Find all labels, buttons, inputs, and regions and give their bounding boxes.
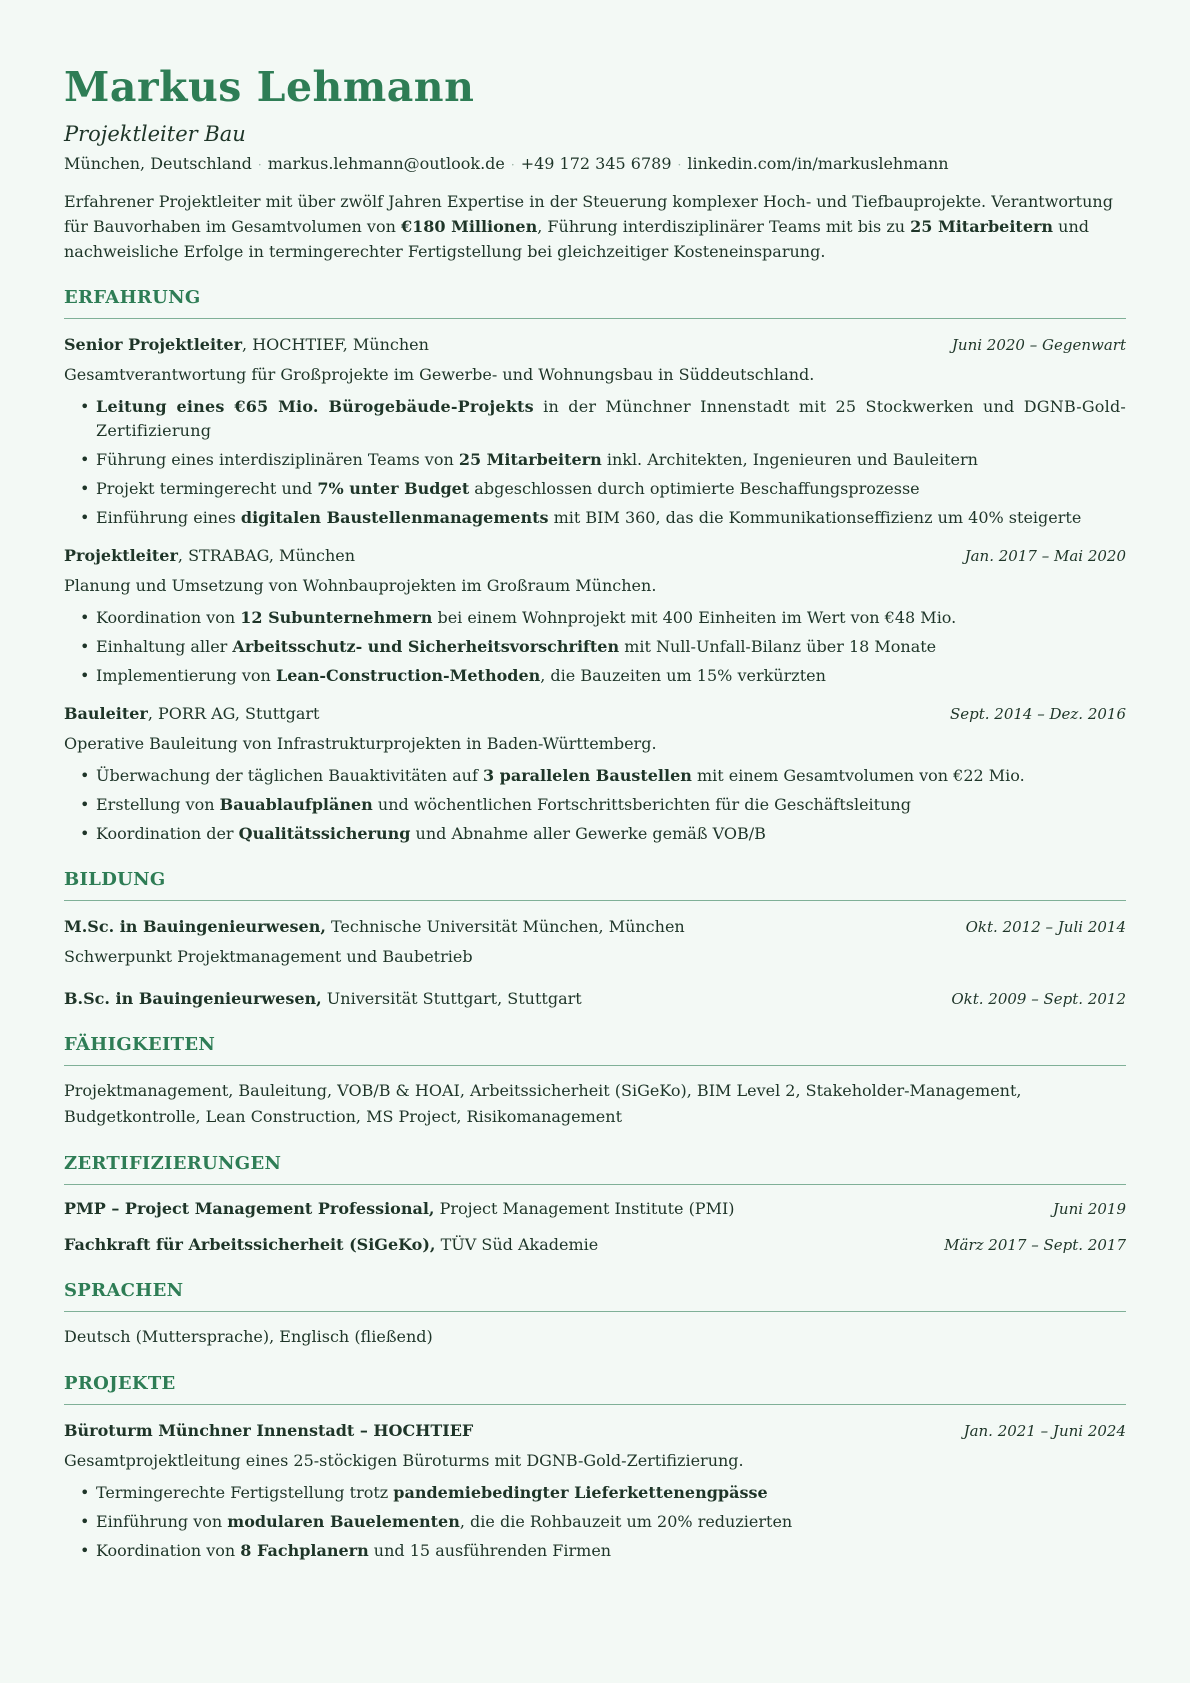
section-experience [64, 286, 1126, 846]
bullet-item [96, 793, 1126, 817]
contact-linkedin[interactable]: linkedin.com/in/markuslehmann [687, 154, 949, 173]
text-run: Koordination der [96, 824, 239, 843]
experience-entry [64, 702, 1126, 846]
contact-line [64, 152, 1126, 177]
text-run: Einführung von [96, 1512, 228, 1531]
bullet-item [96, 606, 1126, 630]
text-run: Projekt termingerecht und [96, 479, 318, 498]
text-run: Termingerechte Fertigstellung trotz [96, 1483, 394, 1502]
candidate-name: Markus Lehmann [64, 63, 475, 111]
emphasis-text: Lean-Construction-Methoden [275, 666, 541, 685]
bullet-item [96, 635, 1126, 659]
contact-location: München, Deutschland [64, 154, 252, 173]
text-run: und wöchentlichen Fortschrittsberichten für die Geschäftsleitung [372, 795, 911, 814]
contact-email[interactable]: markus.lehmann@outlook.de [267, 154, 505, 173]
text-run: und Abnahme aller Gewerke gemäß VOB/B [410, 824, 766, 843]
section-heading: FÄHIGKEITEN [64, 1033, 1126, 1066]
degree: B.Sc. in Bauingenieurwesen, [64, 989, 322, 1008]
bullet-item [96, 1539, 1126, 1563]
organization: , PORR AG, Stuttgart [147, 704, 320, 723]
text-run: Einführung eines [96, 508, 241, 527]
text-run: Erstellung von [96, 795, 220, 814]
emphasis-text: 25 Mitarbeitern [458, 450, 602, 469]
text-run: in der Münchner Innenstadt mit 25 Stockwerken und DGNB-Gold-Zertifizierung [96, 397, 1126, 440]
section-heading: ZERTIFIZIERUNGEN [64, 1152, 1126, 1185]
summary [64, 189, 1126, 264]
project-title: Büroturm Münchner Innenstadt – HOCHTIEF [64, 1421, 474, 1440]
text-run: Koordination von [96, 1541, 241, 1560]
section-certifications [64, 1152, 1126, 1257]
section-education [64, 868, 1126, 1011]
bullet-item [96, 395, 1126, 443]
date-range: März 2017 – Sept. 2017 [944, 1236, 1126, 1254]
job-title: Projektleiter Bau [64, 122, 246, 146]
emphasis-text: 12 Subunternehmern [240, 608, 433, 627]
section-heading: SPRACHEN [64, 1279, 1126, 1312]
certification-name: PMP – Project Management Professional, [64, 1199, 435, 1218]
entry-description: Gesamtprojektleitung eines 25-stöckigen Büroturms mit DGNB-Gold-Zertifizierung. [64, 1451, 744, 1470]
date-range: Juni 2020 – Gegenwart [951, 336, 1126, 354]
section-heading: ERFAHRUNG [64, 286, 1126, 319]
emphasis-text: 8 Fachplanern [240, 1541, 369, 1560]
text-run: Implementierung von [96, 666, 276, 685]
date-range: Jan. 2017 – Mai 2020 [964, 547, 1126, 565]
organization: , HOCHTIEF, München [242, 335, 429, 354]
project-entry [64, 1419, 1126, 1563]
emphasis-text: Leitung eines €65 Mio. Bürogebäude-Projekts [96, 397, 534, 416]
text-run: und 15 ausführenden Firmen [368, 1541, 612, 1560]
issuer: TÜV Süd Akademie [435, 1235, 599, 1254]
text-run: Führung eines interdisziplinären Teams von [96, 450, 459, 469]
entry-description: Operative Bauleitung von Infrastrukturprojekten in Baden-Württemberg. [64, 734, 657, 753]
date-range: Sept. 2014 – Dez. 2016 [949, 705, 1126, 723]
role: Bauleiter [64, 704, 148, 723]
section-skills [64, 1033, 1126, 1130]
bullet-item [96, 1510, 1126, 1534]
bullet-item [96, 822, 1126, 846]
section-languages [64, 1279, 1126, 1350]
text-run: , Führung interdisziplinärer Teams mit bis zu [537, 217, 911, 236]
bullet-list [64, 606, 1126, 688]
entry-description: Planung und Umsetzung von Wohnbauprojekten im Großraum München. [64, 576, 657, 595]
bullet-item [96, 477, 1126, 501]
text-run: , die die Rohbauzeit um 20% reduzierten [459, 1512, 793, 1531]
emphasis-text: Qualitätssicherung [238, 824, 411, 843]
issuer: Project Management Institute (PMI) [434, 1199, 735, 1218]
education-entry [64, 915, 1126, 969]
school: Technische Universität München, München [325, 917, 685, 936]
entry-description: Gesamtverantwortung für Großprojekte im Gewerbe- und Wohnungsbau in Süddeutschland. [64, 365, 815, 384]
role: Projektleiter [64, 546, 178, 565]
section-heading: PROJEKTE [64, 1372, 1126, 1405]
certification-entry [64, 1197, 1126, 1221]
emphasis-text: Arbeitsschutz- und Sicherheitsvorschriften [232, 637, 620, 656]
role: Senior Projektleiter [64, 335, 243, 354]
organization: , STRABAG, München [177, 546, 356, 565]
emphasis-text: 7% unter Budget [317, 479, 470, 498]
separator: · [257, 158, 262, 172]
text-run: Einhaltung aller [96, 637, 233, 656]
entry-description: Schwerpunkt Projektmanagement und Baubetrieb [64, 947, 473, 966]
bullet-item [96, 506, 1126, 530]
bullet-item [96, 764, 1126, 788]
text-run: Erfahrener Projektleiter mit über zwölf Jahren Expertise in der Steuerung komplexer Hoch- und Tiefbauprojekte. Verantwortung für Bauvorhaben im Gesamtvolumen von [64, 192, 1113, 236]
emphasis-text: pandemiebedingter Lieferkettenengpässe [393, 1483, 768, 1502]
emphasis-text: 3 parallelen Baustellen [482, 766, 692, 785]
contact-phone[interactable]: +49 172 345 6789 [520, 154, 672, 173]
text-run: Koordination von [96, 608, 241, 627]
text-run: , die Bauzeiten um 15% verkürzten [540, 666, 826, 685]
degree: M.Sc. in Bauingenieurwesen, [64, 917, 326, 936]
section-projects [64, 1372, 1126, 1563]
date-range: Okt. 2009 – Sept. 2012 [951, 990, 1126, 1008]
text-run: bei einem Wohnprojekt mit 400 Einheiten im Wert von €48 Mio. [432, 608, 957, 627]
emphasis-text: 25 Mitarbeitern [910, 217, 1054, 236]
text-run: Überwachung der täglichen Bauaktivitäten auf [96, 766, 483, 785]
text-run: mit BIM 360, das die Kommunikationseffizienz um 40% steigerte [548, 508, 1082, 527]
date: Juni 2019 [1052, 1200, 1126, 1218]
text-run: und nachweisliche Erfolge in termingerechter Fertigstellung bei gleichzeitiger Kosteneinsparung. [64, 217, 1089, 261]
bullet-item [96, 664, 1126, 688]
text-run: inkl. Architekten, Ingenieuren und Bauleitern [601, 450, 978, 469]
date-range: Okt. 2012 – Juli 2014 [965, 918, 1126, 936]
bullet-list [64, 1481, 1126, 1563]
text-run: mit Null-Unfall-Bilanz über 18 Monate [619, 637, 937, 656]
skills-list: Projektmanagement, Bauleitung, VOB/B & HOAI, Arbeitssicherheit (SiGeKo), BIM Level 2, Stakeholder-Management, Budgetkontrolle, Lean Construction, MS Project, Risikomanagement [64, 1081, 1022, 1126]
separator: · [510, 158, 515, 172]
emphasis-text: Bauablaufplänen [219, 795, 373, 814]
school: Universität Stuttgart, Stuttgart [321, 989, 582, 1008]
date-range: Jan. 2021 – Juni 2024 [963, 1422, 1126, 1440]
emphasis-text: €180 Millionen [401, 217, 538, 236]
certification-entry [64, 1233, 1126, 1257]
text-run: abgeschlossen durch optimierte Beschaffungsprozesse [469, 479, 920, 498]
languages-list: Deutsch (Muttersprache), Englisch (fließend) [64, 1327, 433, 1346]
education-entry [64, 987, 1126, 1011]
section-heading: BILDUNG [64, 868, 1126, 901]
separator: · [677, 158, 682, 172]
emphasis-text: modularen Bauelementen [227, 1512, 460, 1531]
text-run: mit einem Gesamtvolumen von €22 Mio. [691, 766, 1025, 785]
experience-entry [64, 333, 1126, 530]
bullet-list [64, 395, 1126, 530]
bullet-list [64, 764, 1126, 846]
bullet-item [96, 448, 1126, 472]
emphasis-text: digitalen Baustellenmanagements [240, 508, 549, 527]
bullet-item [96, 1481, 1126, 1505]
certification-name: Fachkraft für Arbeitssicherheit (SiGeKo), [64, 1235, 436, 1254]
experience-entry [64, 544, 1126, 688]
